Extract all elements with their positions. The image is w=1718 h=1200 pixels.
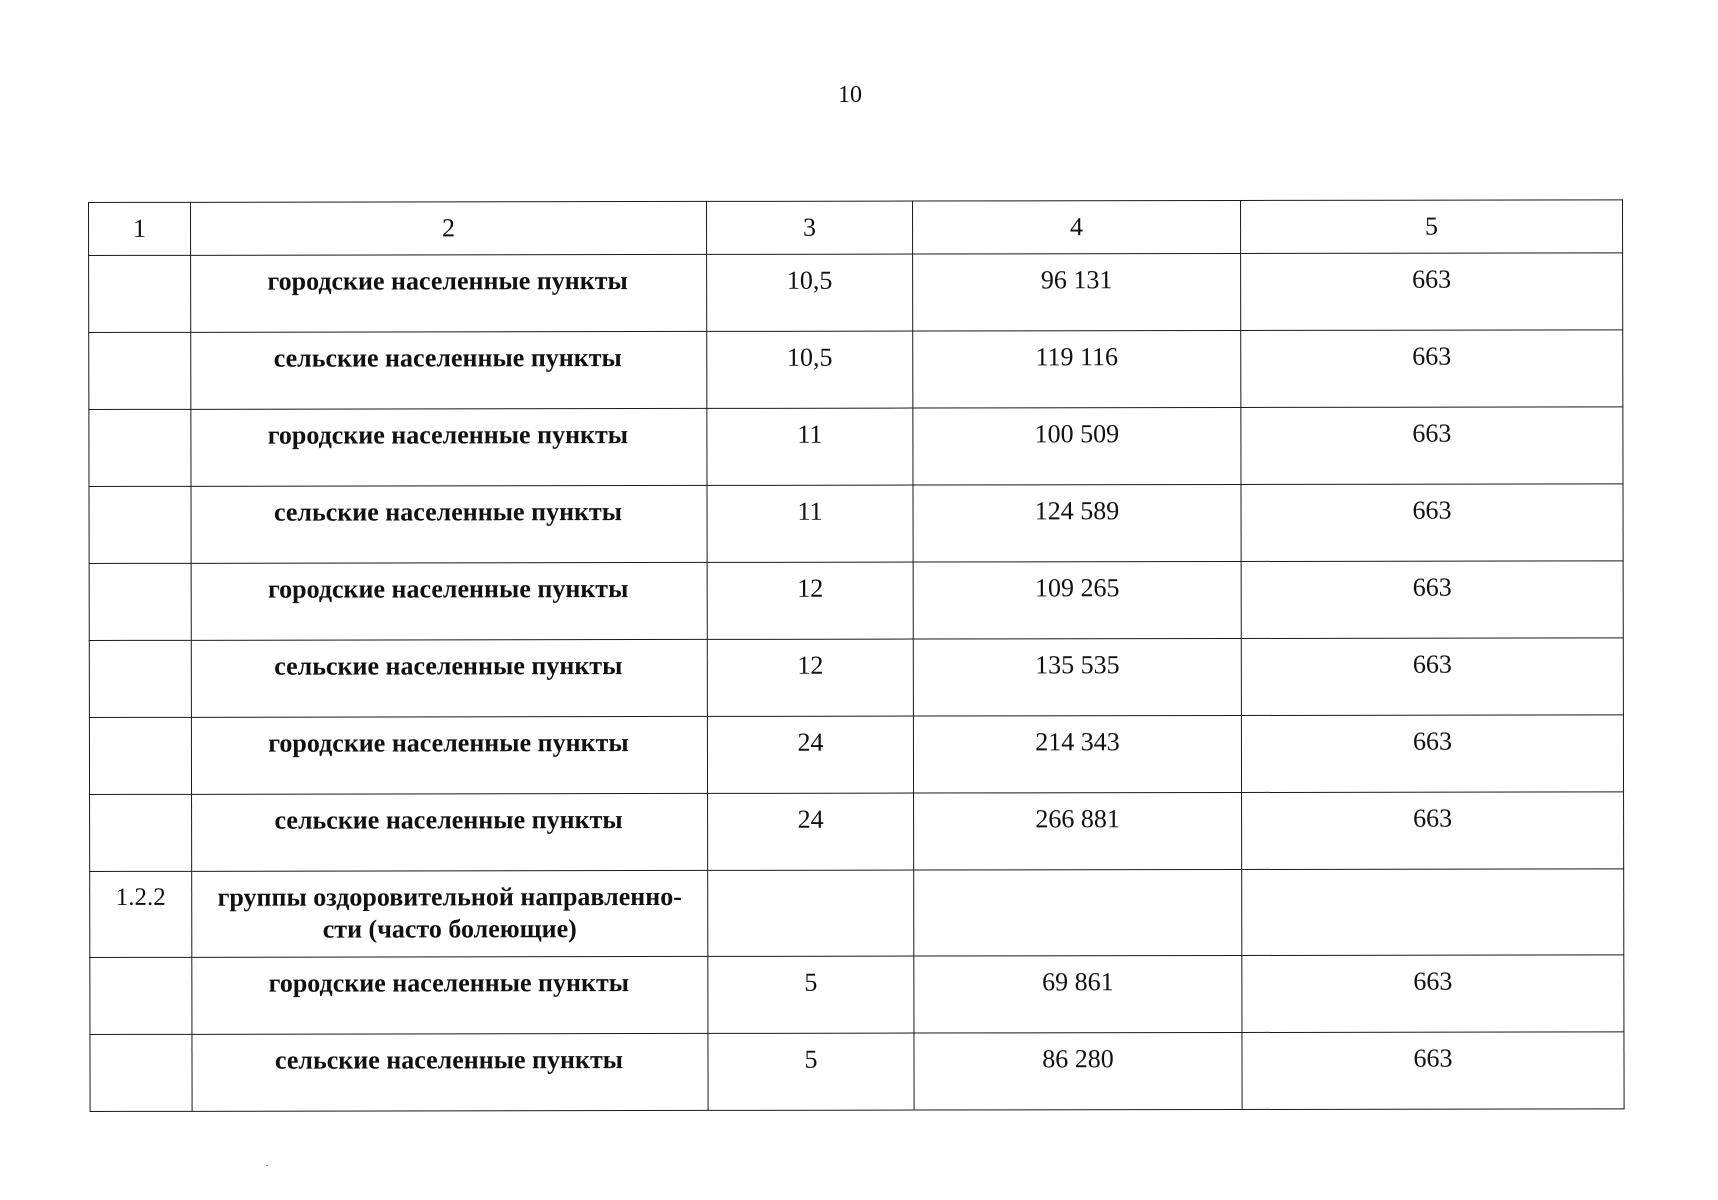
table-row	[89, 561, 1623, 641]
row-code	[90, 794, 192, 871]
row-name: городские населенные пункты	[192, 956, 708, 1034]
row-col5: 663	[1241, 330, 1623, 408]
row-name: городские населенные пункты	[191, 716, 707, 794]
scan-speck	[266, 1165, 268, 1166]
row-col3: 11	[707, 408, 913, 485]
row-col4	[914, 869, 1242, 956]
header-cell: 3	[706, 201, 912, 254]
row-col3: 11	[707, 485, 913, 562]
header-cell: 2	[191, 201, 707, 255]
row-col5: 663	[1241, 715, 1623, 793]
table-row	[90, 1032, 1624, 1112]
row-col3: 24	[707, 716, 913, 793]
row-name: сельские населенные пункты	[191, 331, 707, 409]
table-header-row	[89, 200, 1623, 256]
page-number: 10	[838, 82, 862, 108]
row-col5	[1242, 869, 1624, 956]
row-col4: 214 343	[913, 715, 1241, 793]
row-code	[89, 409, 191, 486]
table-row	[89, 407, 1623, 487]
table-row	[89, 638, 1623, 718]
row-col3: 10,5	[707, 254, 913, 331]
row-col5: 663	[1242, 1032, 1624, 1110]
row-col4: 124 589	[913, 484, 1241, 562]
row-col4: 86 280	[914, 1032, 1242, 1110]
tariff-table	[88, 199, 1625, 1112]
row-col3: 10,5	[707, 331, 913, 408]
row-col3: 5	[708, 956, 914, 1033]
row-name: сельские населенные пункты	[191, 639, 707, 717]
table-row	[90, 869, 1624, 958]
table-row	[90, 955, 1624, 1035]
row-col3: 12	[707, 639, 913, 716]
row-col3	[708, 870, 914, 956]
row-col4: 69 861	[914, 955, 1242, 1033]
row-name: городские населенные пункты	[191, 254, 707, 332]
row-code	[89, 563, 191, 640]
row-col3: 12	[707, 562, 913, 639]
row-col3: 24	[708, 793, 914, 870]
row-col4: 96 131	[913, 253, 1241, 331]
header-cell: 1	[89, 202, 191, 255]
header-cell: 5	[1240, 200, 1622, 254]
row-col5: 663	[1241, 484, 1623, 562]
row-code	[89, 717, 191, 794]
row-col5: 663	[1242, 792, 1624, 870]
row-col5: 663	[1241, 561, 1623, 639]
row-code	[89, 332, 191, 409]
table-row	[89, 715, 1623, 795]
row-col4: 266 881	[914, 792, 1242, 870]
row-name: городские населенные пункты	[191, 408, 707, 486]
table-row	[89, 330, 1623, 410]
row-name: городские населенные пункты	[191, 562, 707, 640]
row-col5: 663	[1241, 253, 1623, 331]
row-code	[89, 255, 191, 332]
row-col5: 663	[1242, 955, 1624, 1033]
row-col5: 663	[1241, 638, 1623, 716]
table-row	[89, 253, 1623, 333]
row-name: группы оздоровительной направленно-сти (часто болеющие)	[192, 870, 708, 957]
row-code	[89, 486, 191, 563]
header-cell: 4	[912, 200, 1240, 254]
row-code	[89, 640, 191, 717]
table-row	[90, 792, 1624, 872]
row-name: сельские населенные пункты	[192, 793, 708, 871]
row-code	[90, 1034, 192, 1111]
row-code: 1.2.2	[90, 871, 192, 957]
table-row	[89, 484, 1623, 564]
row-name: сельские населенные пункты	[192, 1033, 708, 1111]
row-col4: 109 265	[913, 561, 1241, 639]
row-col4: 135 535	[913, 638, 1241, 716]
row-col5: 663	[1241, 407, 1623, 485]
row-col4: 119 116	[913, 330, 1241, 408]
row-name: сельские населенные пункты	[191, 485, 707, 563]
row-col3: 5	[708, 1033, 914, 1110]
row-col4: 100 509	[913, 407, 1241, 485]
row-code	[90, 957, 192, 1034]
